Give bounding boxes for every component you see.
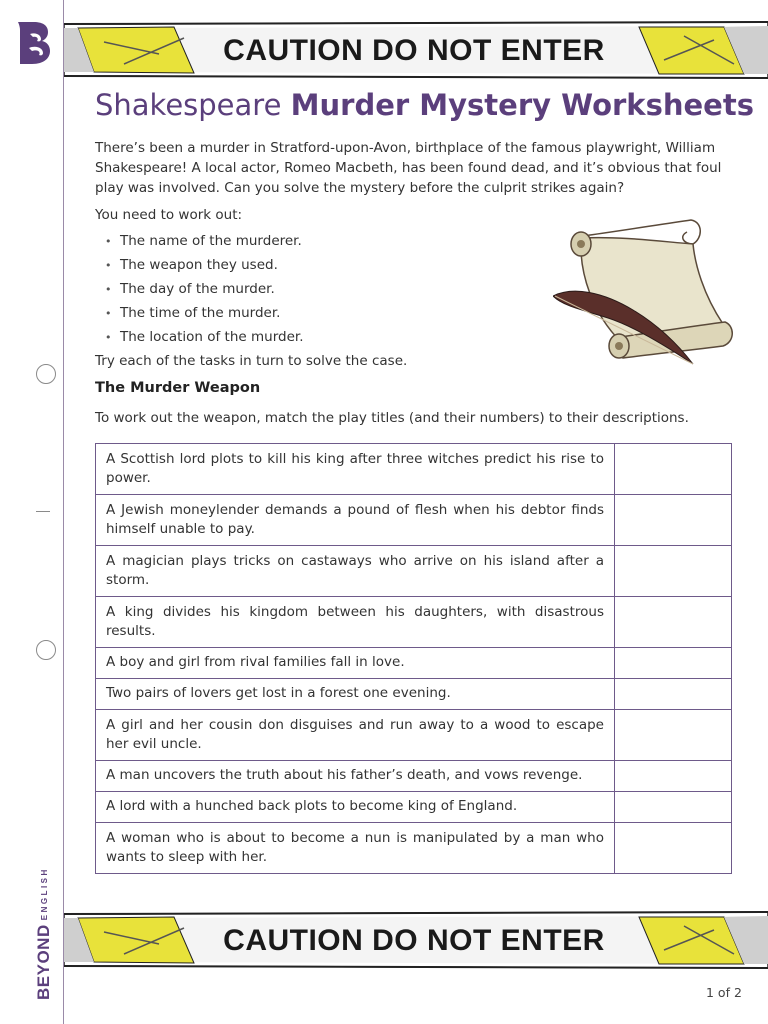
list-item-text: The location of the murder. — [120, 329, 304, 345]
row-description: A magician plays tricks on castaways who arrive on his island after a storm. — [96, 546, 615, 597]
list-item — [105, 231, 304, 255]
row-description: A king divides his kingdom between his daughters, with disastrous results. — [96, 597, 615, 648]
caution-tape-bottom — [64, 910, 768, 970]
section-instruction: To work out the weapon, match the play titles (and their numbers) to their descriptions. — [95, 410, 689, 426]
table-row — [96, 679, 732, 710]
row-description: A lord with a hunched back plots to become king of England. — [96, 792, 615, 823]
list-item-text: The day of the murder. — [120, 281, 275, 297]
matching-table — [95, 443, 732, 874]
table-row — [96, 792, 732, 823]
answer-cell[interactable] — [615, 648, 732, 679]
answer-cell[interactable] — [615, 444, 732, 495]
section-heading: The Murder Weapon — [95, 380, 261, 396]
answer-cell[interactable] — [615, 495, 732, 546]
table-row — [96, 546, 732, 597]
bullet-icon: • — [105, 259, 112, 272]
bullet-icon: • — [105, 235, 112, 248]
title-bold: Murder Mystery Worksheets — [290, 88, 754, 122]
list-item — [105, 303, 304, 327]
bullet-icon: • — [105, 331, 112, 344]
brand-sub: ENGLISH — [40, 867, 49, 921]
page-title — [95, 88, 754, 122]
row-description: A woman who is about to become a nun is manipulated by a man who wants to sleep with her. — [96, 823, 615, 874]
list-item-text: The name of the murderer. — [120, 233, 302, 249]
fold-mark — [36, 511, 50, 512]
intro-paragraph: There’s been a murder in Stratford-upon-Avon, birthplace of the famous playwright, William Shakespeare! A local actor, Romeo Macbeth, has been found dead, and it’s obvious that foul play was involved. Can you solve the mystery before the culprit strikes again? — [95, 140, 722, 196]
brand-name: BEYOND — [34, 924, 53, 1000]
try-text: Try each of the tasks in turn to solve the case. — [95, 353, 408, 369]
caution-text: CAUTION DO NOT ENTER — [223, 924, 605, 957]
table-row — [96, 444, 732, 495]
answer-cell[interactable] — [615, 823, 732, 874]
needs-list — [105, 231, 304, 351]
table-row — [96, 710, 732, 761]
scroll-quill-icon — [553, 214, 735, 374]
beyond-logo-icon — [14, 20, 54, 66]
row-description: A man uncovers the truth about his father’s death, and vows revenge. — [96, 761, 615, 792]
row-description: A Jewish moneylender demands a pound of flesh when his debtor finds himself unable to pay. — [96, 495, 615, 546]
punch-hole — [36, 364, 56, 384]
row-description: A boy and girl from rival families fall in love. — [96, 648, 615, 679]
list-item-text: The weapon they used. — [120, 257, 278, 273]
answer-cell[interactable] — [615, 710, 732, 761]
table-row — [96, 495, 732, 546]
bullet-icon: • — [105, 307, 112, 320]
answer-cell[interactable] — [615, 679, 732, 710]
answer-cell[interactable] — [615, 792, 732, 823]
row-description: Two pairs of lovers get lost in a forest one evening. — [96, 679, 615, 710]
side-brand — [34, 867, 54, 1000]
row-description: A girl and her cousin don disguises and run away to a wood to escape her evil uncle. — [96, 710, 615, 761]
punch-hole — [36, 640, 56, 660]
table-row — [96, 823, 732, 874]
bullet-icon: • — [105, 283, 112, 296]
table-row — [96, 761, 732, 792]
list-item-text: The time of the murder. — [120, 305, 281, 321]
answer-cell[interactable] — [615, 597, 732, 648]
margin-line — [63, 0, 64, 1024]
row-description: A Scottish lord plots to kill his king after three witches predict his rise to power. — [96, 444, 615, 495]
table-row — [96, 597, 732, 648]
page-number: 1 of 2 — [706, 985, 742, 1000]
caution-tape-top — [64, 20, 768, 80]
caution-text: CAUTION DO NOT ENTER — [223, 34, 605, 67]
need-intro: You need to work out: — [95, 207, 243, 223]
list-item — [105, 279, 304, 303]
title-light: Shakespeare — [95, 88, 291, 122]
answer-cell[interactable] — [615, 546, 732, 597]
answer-cell[interactable] — [615, 761, 732, 792]
table-row — [96, 648, 732, 679]
list-item — [105, 255, 304, 279]
list-item — [105, 327, 304, 351]
